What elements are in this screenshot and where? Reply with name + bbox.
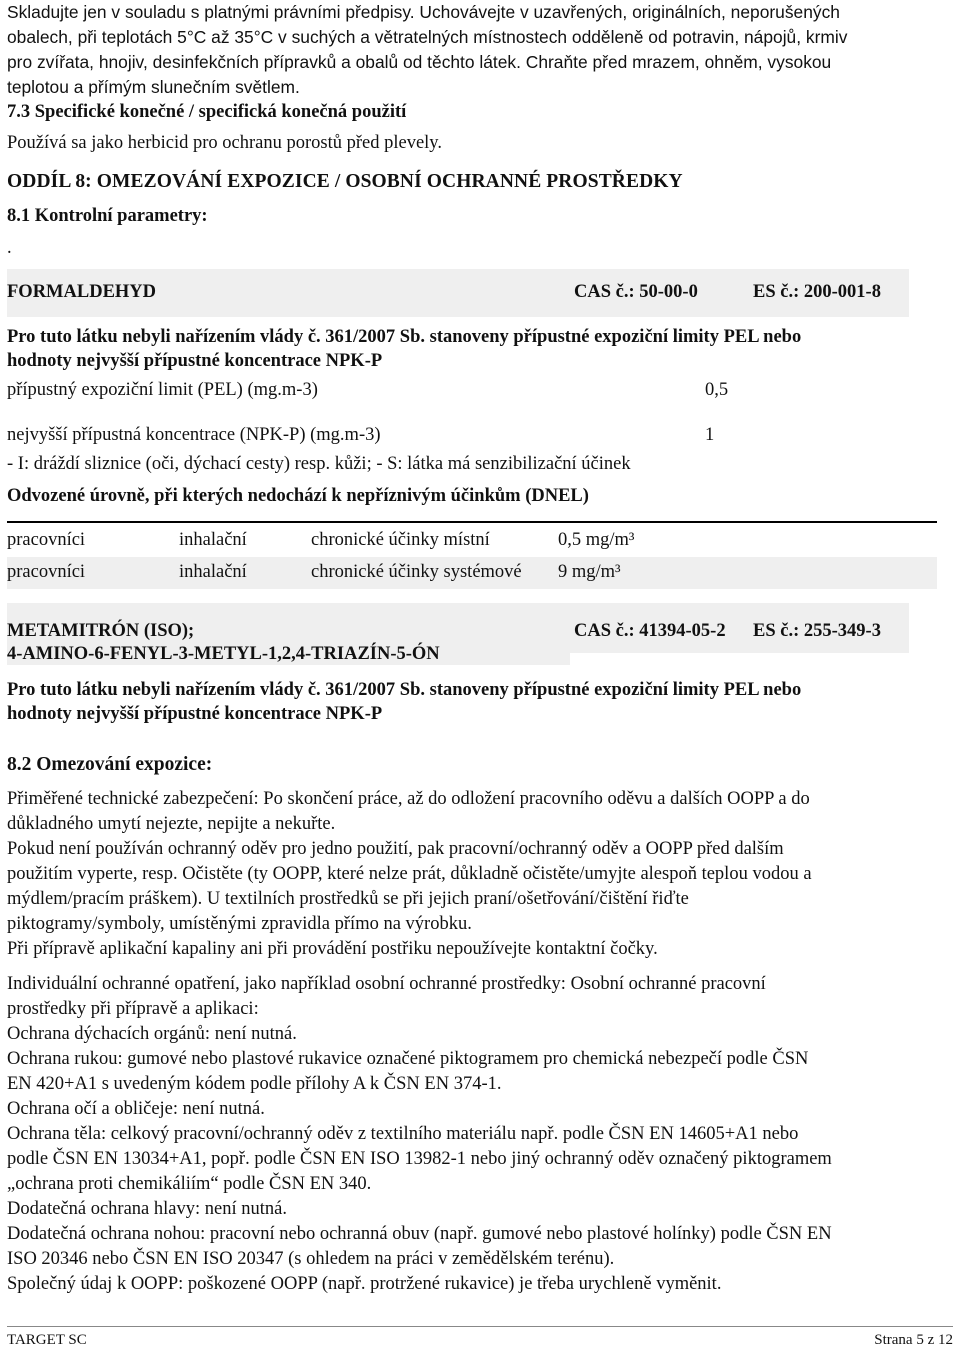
pel-note-line: hodnoty nejvyšší přípustné koncentrace NPK-P <box>7 351 383 371</box>
section-7-3-heading: 7.3 Specifické konečné / specifická konečná použití <box>7 102 407 122</box>
substance-name: FORMALDEHYD <box>7 282 157 302</box>
dnel-heading: Odvozené úrovně, při kterých nedochází k nepříznivým účinkům (DNEL) <box>7 486 589 506</box>
technical-measures-paragraph <box>7 787 812 962</box>
text-line: Ochrana rukou: gumové nebo plastové rukavice označené piktogramem pro chemická nebezpečí podle ČSN <box>7 1049 809 1069</box>
substance-formaldehyd-header <box>7 269 909 317</box>
dnel-group: pracovníci <box>7 530 86 550</box>
section-8-heading: ODDÍL 8: OMEZOVÁNÍ EXPOZICE / OSOBNÍ OCHRANNÉ PROSTŘEDKY <box>7 171 683 192</box>
npk-value: 1 <box>705 425 715 445</box>
page-number: Strana 5 z 12 <box>874 1332 953 1348</box>
text-line: piktogramy/symboly, umístěnými zpravidla přímo na výrobku. <box>7 914 472 934</box>
storage-line: pro zvířata, hnojiv, desinfekčních přípravků a obalů od těchto látek. Chraňte před mrazem, ohněm, vysokou <box>7 52 832 72</box>
personal-protection-paragraph <box>7 972 832 1297</box>
dot-marker: . <box>7 238 12 258</box>
pel-note-line: hodnoty nejvyšší přípustné koncentrace NPK-P <box>7 704 383 724</box>
dnel-effect: chronické účinky místní <box>311 530 490 550</box>
dnel-route: inhalační <box>179 562 247 582</box>
pel-value: 0,5 <box>705 380 729 400</box>
es-number: ES č.: 255-349-3 <box>753 621 881 641</box>
text-line: použitím vyperte, resp. Očistěte (ty OOPP, které nelze prát, důkladně očistěte/umyjte alespoň teplou vodou a <box>7 864 812 884</box>
section-8-1-heading: 8.1 Kontrolní parametry: <box>7 206 208 226</box>
text-line: podle ČSN EN 13034+A1, popř. podle ČSN EN ISO 13982-1 nebo jiný ochranný oděv označený piktogramem <box>7 1149 832 1169</box>
footer-product-name: TARGET SC <box>7 1332 87 1348</box>
pel-note-line: Pro tuto látku nebyli nařízením vlády č. 361/2007 Sb. stanoveny přípustné expoziční limity PEL nebo <box>7 327 802 347</box>
storage-line: teplotou a přímým slunečním světlem. <box>7 77 300 97</box>
pel-label: přípustný expoziční limit (PEL) (mg.m-3) <box>7 380 318 400</box>
text-line: „ochrana proti chemikáliím“ podle ČSN EN 340. <box>7 1174 372 1194</box>
substance-name: METAMITRÓN (ISO); <box>7 621 195 641</box>
substance-metamitron-header <box>7 603 909 667</box>
text-line: důkladného umytí nejezte, nepijte a nekuřte. <box>7 814 336 834</box>
storage-line: Skladujte jen v souladu s platnými právními předpisy. Uchovávejte v uzavřených, originálních, neporušených <box>7 2 840 22</box>
es-number: ES č.: 200-001-8 <box>753 282 881 302</box>
section-7-3-text: Používá sa jako herbicid pro ochranu porostů před plevely. <box>7 133 442 153</box>
dnel-value: 0,5 mg/m³ <box>558 530 635 550</box>
dnel-table-row <box>7 525 937 557</box>
text-line: Ochrana těla: celkový pracovní/ochranný oděv z textilního materiálu např. podle ČSN EN 14605+A1 nebo <box>7 1124 799 1144</box>
text-line: prostředky při přípravě a aplikaci: <box>7 999 259 1019</box>
cas-number: CAS č.: 41394-05-2 <box>574 621 726 641</box>
irritation-note: - I: dráždí sliznice (oči, dýchací cesty) resp. kůži; - S: látka má senzibilizační účinek <box>7 454 631 474</box>
text-line: Ochrana dýchacích orgánů: není nutná. <box>7 1024 297 1044</box>
dnel-route: inhalační <box>179 530 247 550</box>
dnel-group: pracovníci <box>7 562 86 582</box>
text-line: Individuální ochranné opatření, jako například osobní ochranné prostředky: Osobní ochranné pracovní <box>7 974 766 994</box>
text-line: Společný údaj k OOPP: poškozené OOPP (např. protržené rukavice) je třeba urychleně vyměnit. <box>7 1274 722 1294</box>
text-line: mýdlem/pracím práškem). U textilních prostředků se při jejich praní/ošetřování/čištění řiďte <box>7 889 689 909</box>
pel-row <box>7 380 807 406</box>
table-divider <box>7 521 937 523</box>
dnel-effect: chronické účinky systémové <box>311 562 522 582</box>
cas-number: CAS č.: 50-00-0 <box>574 282 698 302</box>
text-line: Dodatečná ochrana nohou: pracovní nebo ochranná obuv (např. gumové nebo plastové holínky) podle ČSN EN <box>7 1224 832 1244</box>
text-line: Přiměřené technické zabezpečení: Po skončení práce, až do odložení pracovního oděvu a dalších OOPP a do <box>7 789 810 809</box>
text-line: EN 420+A1 s uvedeným kódem podle přílohy A k ČSN EN 374-1. <box>7 1074 502 1094</box>
storage-line: obalech, při teplotách 5°C až 35°C v suchých a větratelných místnostech odděleně od potravin, nápojů, krmiv <box>7 27 848 47</box>
text-line: Při přípravě aplikační kapaliny ani při provádění postřiku nepoužívejte kontaktní čočky. <box>7 939 658 959</box>
npk-label: nejvyšší přípustná koncentrace (NPK-P) (mg.m-3) <box>7 425 381 445</box>
dnel-table-row <box>7 557 937 589</box>
dnel-value: 9 mg/m³ <box>558 562 621 582</box>
section-8-2-heading: 8.2 Omezování expozice: <box>7 754 213 775</box>
text-line: Pokud není používán ochranný oděv pro jedno použití, pak pracovní/ochranný oděv a OOPP před dalším <box>7 839 784 859</box>
substance-name: 4-AMINO-6-FENYL-3-METYL-1,2,4-TRIAZÍN-5-ÓN <box>7 644 440 664</box>
text-line: Ochrana očí a obličeje: není nutná. <box>7 1099 265 1119</box>
text-line: ISO 20346 nebo ČSN EN ISO 20347 (s ohledem na práci v zemědělském terénu). <box>7 1249 615 1269</box>
storage-paragraph <box>7 0 847 100</box>
footer-divider <box>7 1326 953 1327</box>
text-line: Dodatečná ochrana hlavy: není nutná. <box>7 1199 287 1219</box>
pel-note-line: Pro tuto látku nebyli nařízením vlády č. 361/2007 Sb. stanoveny přípustné expoziční limity PEL nebo <box>7 680 802 700</box>
npk-row <box>7 425 807 451</box>
